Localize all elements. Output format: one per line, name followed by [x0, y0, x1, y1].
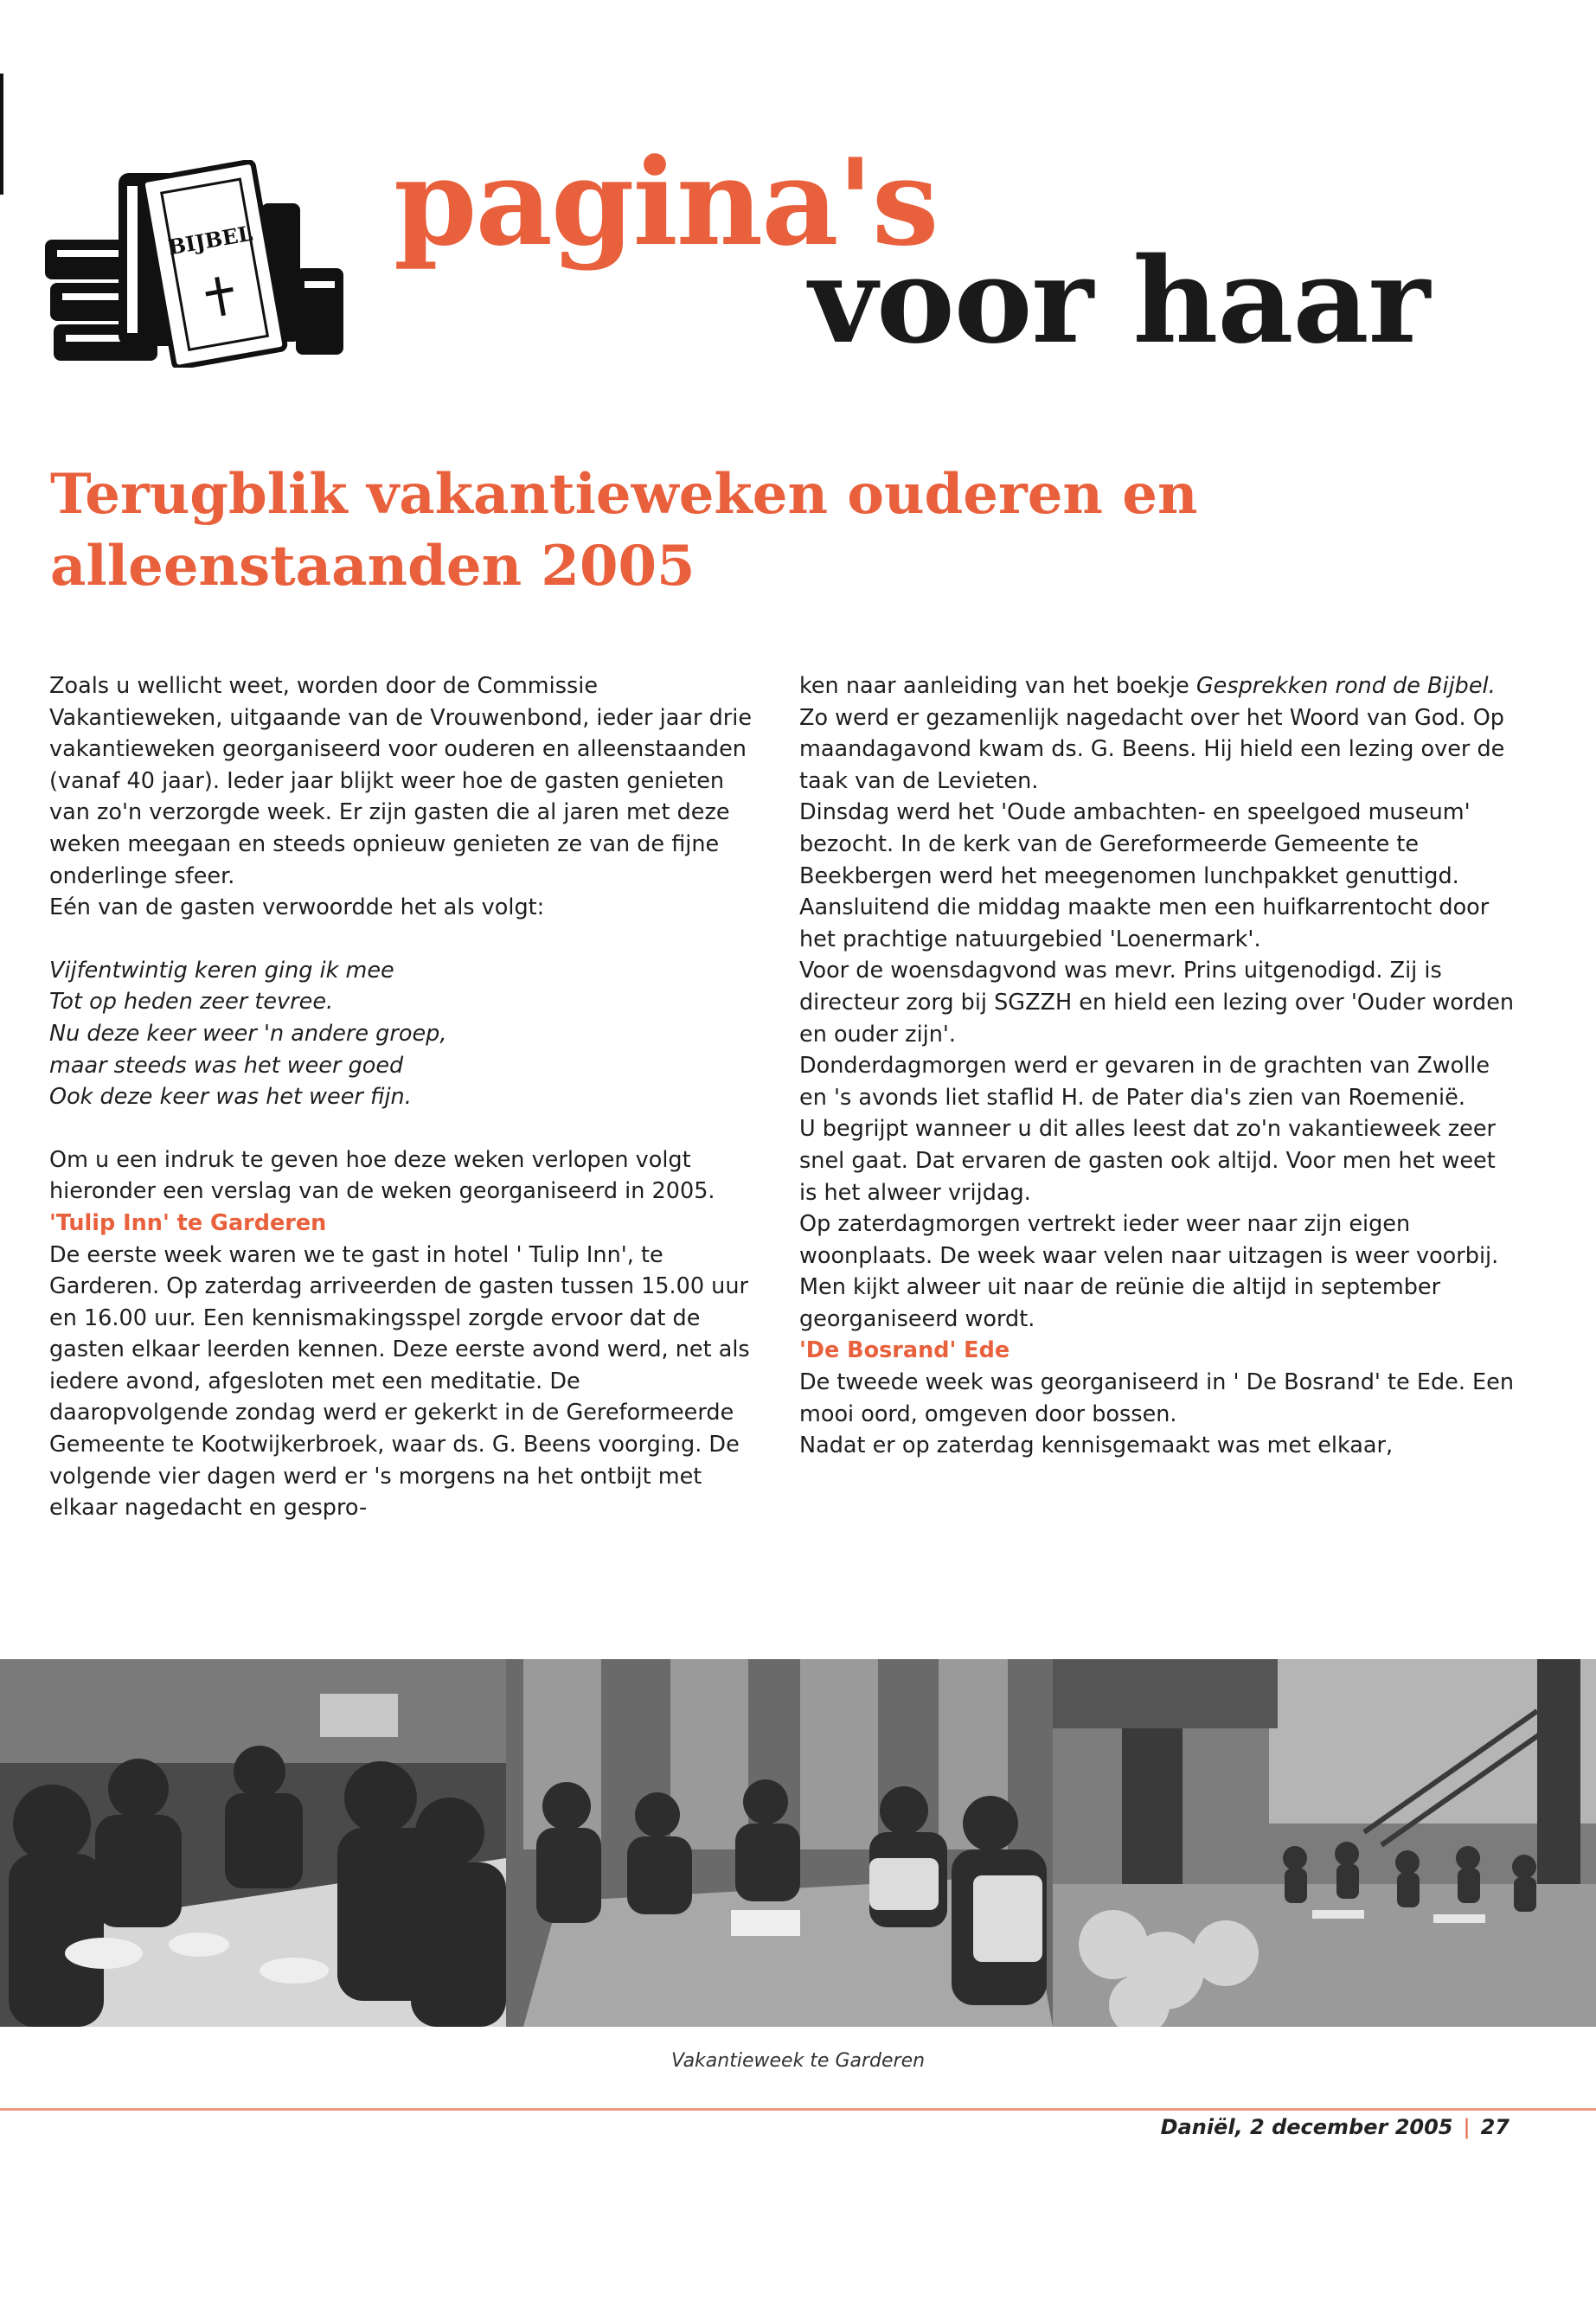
publication-info: Daniël, 2 december 2005	[1160, 2115, 1453, 2139]
header-title-line2: voor haar	[809, 232, 1430, 370]
page-number: 27	[1480, 2115, 1509, 2139]
header-title-line1: pagina's	[394, 131, 938, 272]
right-paragraph-1	[799, 670, 1517, 702]
photo-garden-terrace	[1053, 1659, 1596, 2027]
poem-line: Nu deze keer weer 'n andere groep,	[49, 1020, 447, 1047]
right-paragraph-5: Donderdagmorgen werd er gevaren in de grachten van Zwolle en 's avonds liet staflid H. de Pater dia's zien van Roemenië.	[799, 1053, 1490, 1111]
article-headline: Terugblik vakantieweken ouderen en alleenstaanden 2005	[50, 462, 1198, 599]
photo-caption: Vakantieweek te Garderen	[670, 2050, 926, 2072]
article-right-column	[799, 670, 1517, 1462]
left-paragraph-1: Zoals u wellicht weet, worden door de Commissie Vakantieweken, uitgaande van de Vrouwenbond, ieder jaar drie vakantieweken georganiseerd voor ouderen en alleenstaanden (vanaf 40 jaar). Ieder jaar blijkt weer hoe de gasten genieten van zo'n verzorgde week. Er zijn gasten die al jaren met deze weken meegaan en steeds opnieuw genieten ze van de fijne onderlinge sfeer.	[49, 673, 753, 889]
footer-separator: |	[1463, 2115, 1471, 2139]
poem-line: Ook deze keer was het weer fijn.	[49, 1084, 412, 1111]
right-paragraph-8: De tweede week was georganiseerd in ' De Bosrand' te Ede. Een mooi oord, omgeven door bossen.	[799, 1369, 1514, 1427]
bible-label: BIJBEL	[166, 220, 255, 260]
subhead-tulip-inn: 'Tulip Inn' te Garderen	[49, 1209, 327, 1236]
bible-books-icon	[45, 160, 352, 368]
poem-line: maar steeds was het weer goed	[49, 1052, 404, 1079]
left-paragraph-4: De eerste week waren we te gast in hotel ' Tulip Inn', te Garderen. Op zaterdag arriveerden de gasten tussen 15.00 uur en 16.00 uur. Een kennismakingsspel zorgde ervoor dat de gasten elkaar leerden kennen. Deze eerste avond werd, net als iedere avond, afgesloten met een meditatie. De daaropvolgende zondag werd er gekerkt in de Gereformeerde Gemeente te Kootwijkerbroek, waar ds. G. Beens voorging. De volgende vier dagen werd er 's morgens na het ontbijt met elkaar nagedacht en gespro-	[49, 1241, 750, 1522]
photo-table-games	[506, 1659, 1053, 2027]
poem	[49, 955, 759, 1113]
margin-bar	[0, 74, 3, 195]
right-paragraph-2: Zo werd er gezamenlijk nagedacht over het Woord van God. Op maandagavond kwam ds. G. Beens. Hij hield een lezing over de taak van de Levieten.	[799, 704, 1505, 794]
right-paragraph-4: Voor de woensdagvond was mevr. Prins uitgenodigd. Zij is directeur zorg bij SGZZH en hield een lezing over 'Ouder worden en ouder zijn'.	[799, 958, 1515, 1048]
right-paragraph-9: Nadat er op zaterdag kennisgemaakt was met elkaar,	[799, 1433, 1394, 1459]
book-title: Gesprekken rond de Bijbel.	[1195, 673, 1496, 699]
left-paragraph-3: Om u een indruk te geven hoe deze weken verlopen volgt hieronder een verslag van de weken georganiseerd in 2005.	[49, 1146, 715, 1205]
right-paragraph-6: U begrijpt wanneer u dit alles leest dat zo'n vakantieweek zeer snel gaat. Dat ervaren de gasten ook altijd. Voor men het weet is het alweer vrijdag.	[799, 1116, 1497, 1206]
subhead-de-bosrand: 'De Bosrand' Ede	[799, 1337, 1010, 1364]
right-paragraph-1-text: ken naar aanleiding van het boekje	[799, 673, 1196, 699]
page-footer	[1161, 2115, 1509, 2139]
left-paragraph-2: Eén van de gasten verwoordde het als volgt:	[49, 894, 545, 921]
footer-rule	[0, 2108, 1596, 2111]
article-left-column	[49, 670, 759, 1524]
photo-strip	[0, 1659, 1596, 2027]
right-paragraph-3: Dinsdag werd het 'Oude ambachten- en speelgoed museum' bezocht. In de kerk van de Gereformeerde Gemeente te Beekbergen werd het meegenomen lunchpakket genuttigd. Aansluitend die middag maakte men een huifkarrentocht door het prachtige natuurgebied 'Loenermark'.	[799, 799, 1490, 952]
right-paragraph-7: Op zaterdagmorgen vertrekt ieder weer naar zijn eigen woonplaats. De week waar velen naar uitzagen is weer voorbij. Men kijkt alweer uit naar de reünie die altijd in september georganiseerd wordt.	[799, 1211, 1499, 1332]
poem-line: Vijfentwintig keren ging ik mee	[49, 957, 394, 984]
photo-dining-table	[0, 1659, 506, 2027]
poem-line: Tot op heden zeer tevree.	[49, 989, 334, 1016]
